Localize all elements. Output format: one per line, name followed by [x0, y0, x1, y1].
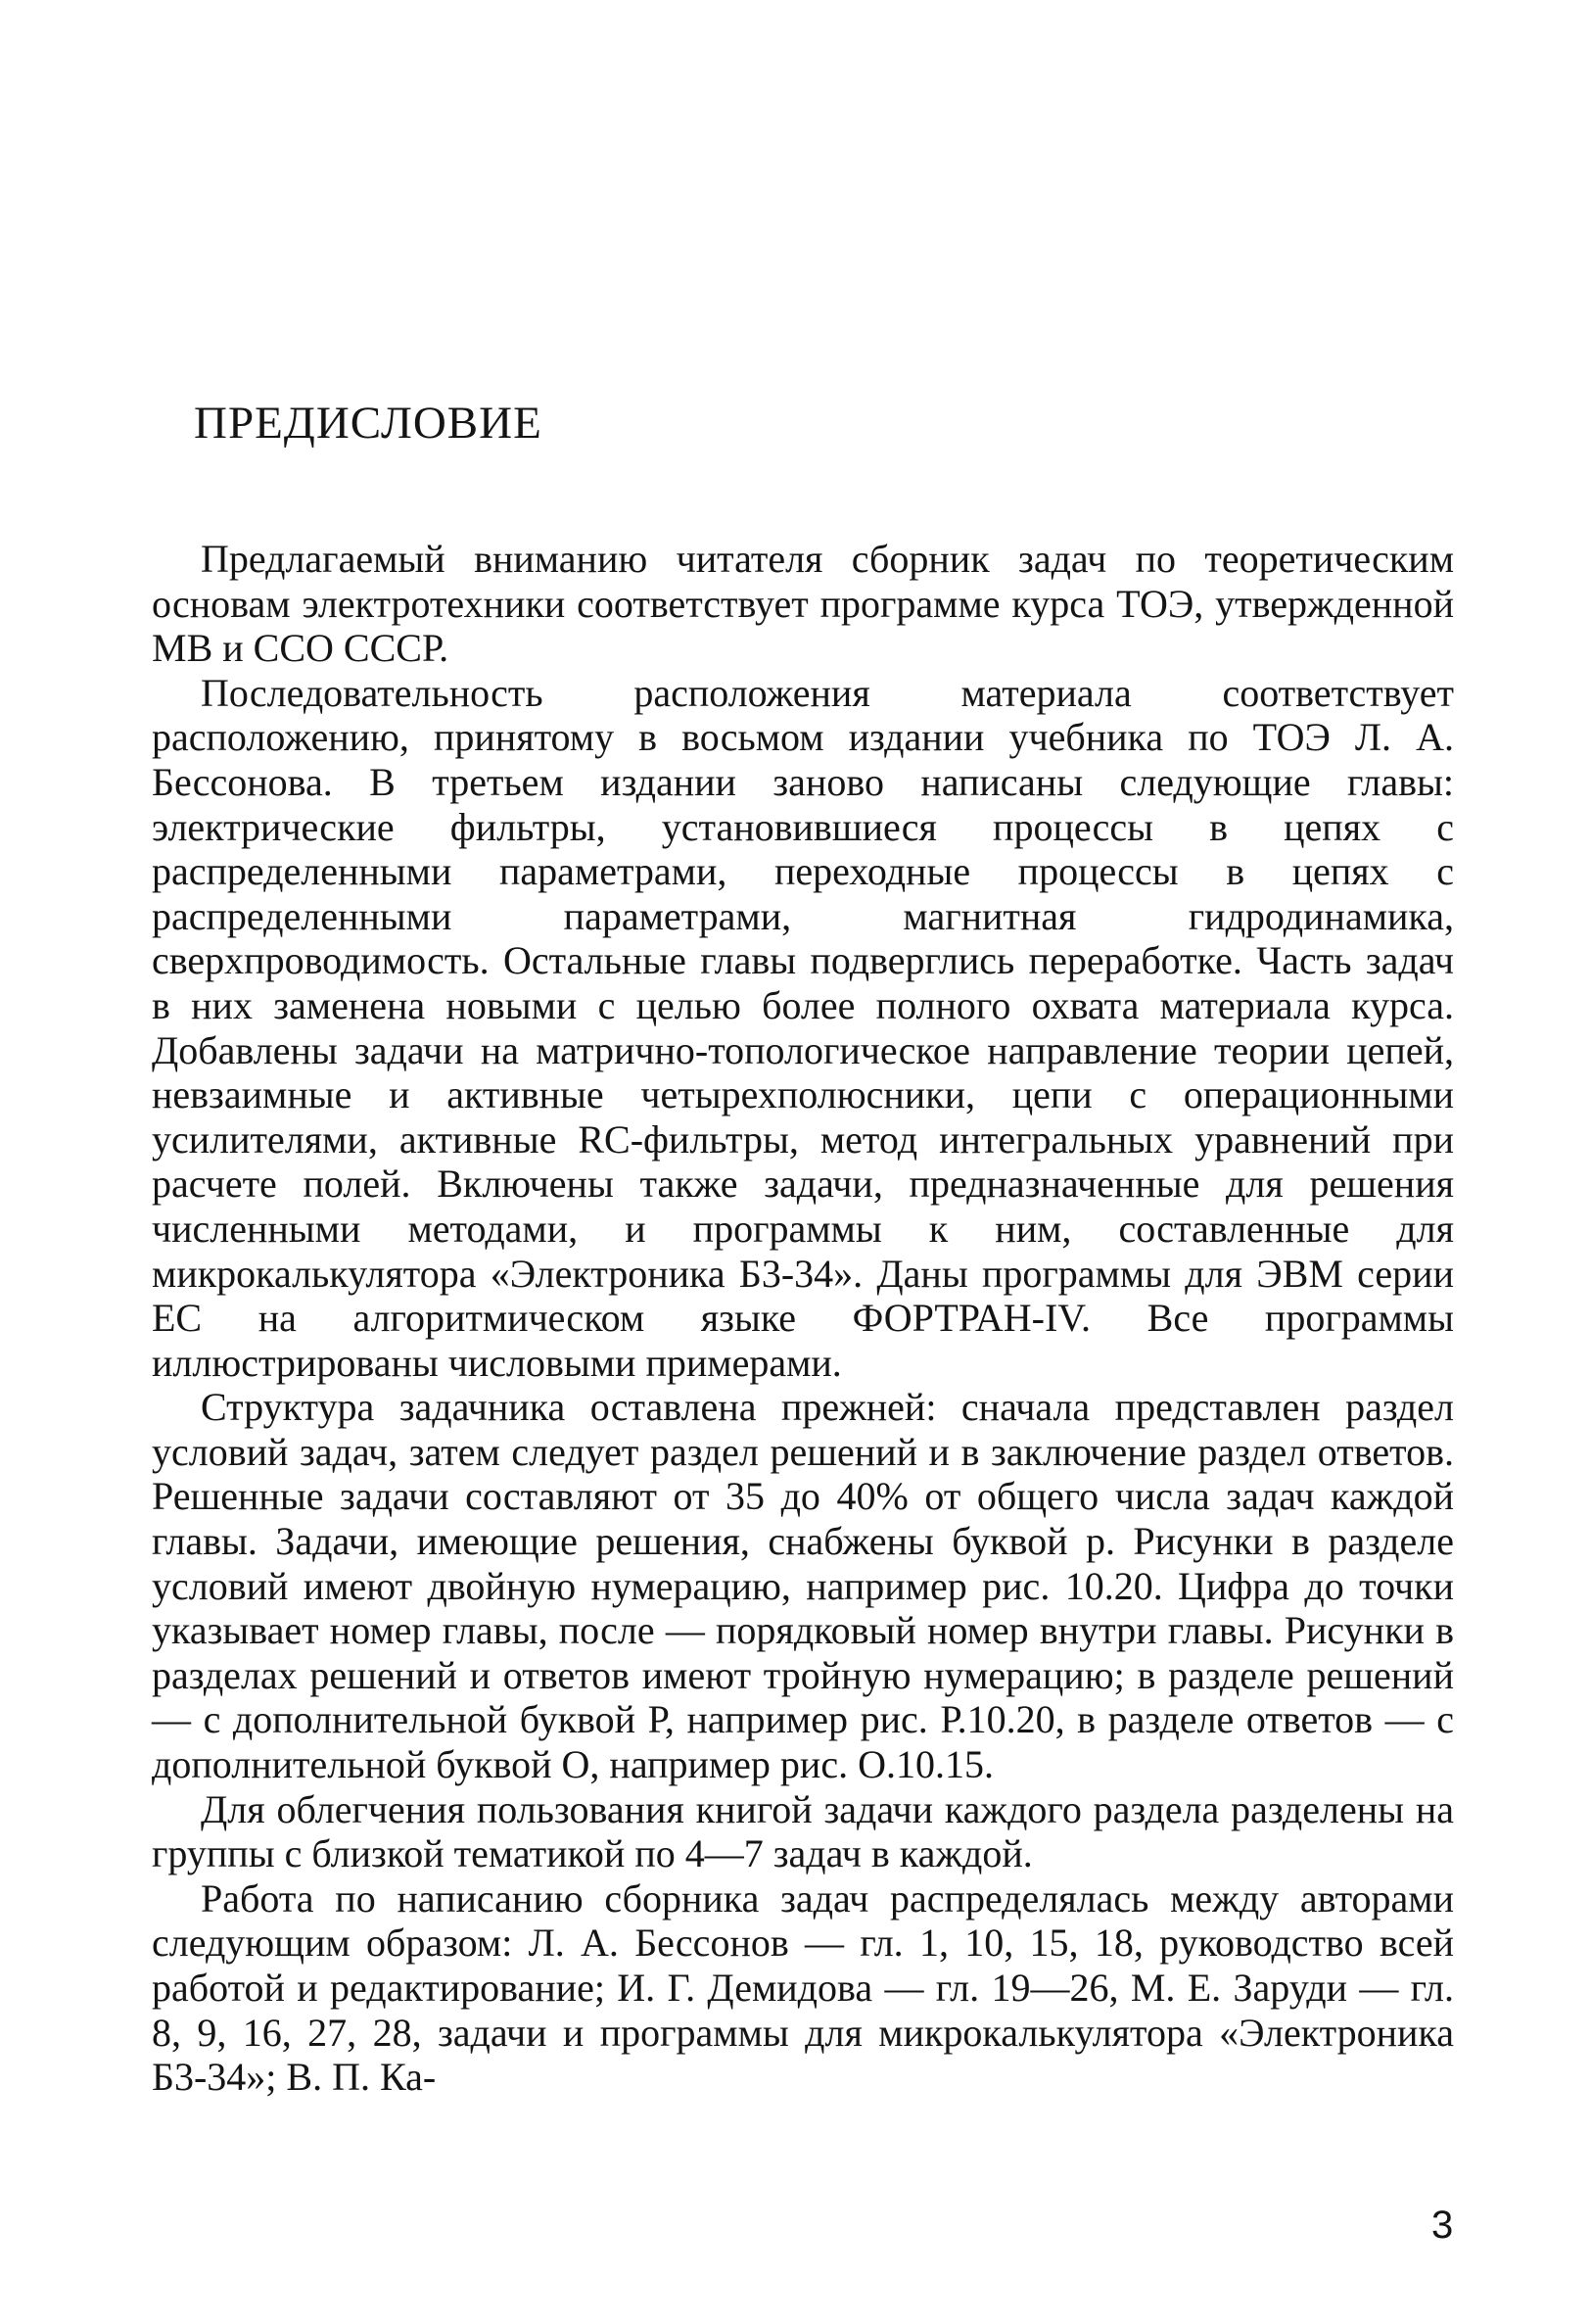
- paragraph-2: Последовательность расположения материала соответствует расположению, принятому в восьмом издании учебника по ТОЭ Л. А. Бессонова. В третьем издании заново написаны следующие главы: электрические фильтры, установившиеся процессы в цепях с распределенными параметрами, переходные процессы в цепях с распределенными параметрами, магнитная гидродинамика, сверхпроводимость. Остальные главы подверглись переработке. Часть задач в них заменена новыми с целью более полного охвата материала курса. Добавлены задачи на матрично-топологическое направление теории цепей, невзаимные и активные четырехполюсники, цепи с операционными усилителями, активные RC-фильтры, метод интегральных уравнений при расчете полей. Включены также задачи, предназначенные для решения численными методами, и программы к ним, составленные для микрокалькулятора «Электроника Б3-34». Даны программы для ЭВМ серии ЕС на алгоритмическом языке ФОРТРАН-IV. Все программы иллюстрированы числовыми примерами.: [152, 670, 1454, 1385]
- page-number: 3: [1431, 2204, 1454, 2247]
- paragraph-3: Структура задачника оставлена прежней: сначала представлен раздел условий задач, затем следует раздел решений и в заключение раздел ответов. Решенные задачи составляют от 35 до 40% от общего числа задач каждой главы. Задачи, имеющие решения, снабжены буквой р. Рисунки в разделе условий имеют двойную нумерацию, например рис. 10.20. Цифра до точки указывает номер главы, после — порядковый номер внутри главы. Рисунки в разделах решений и ответов имеют тройную нумерацию; в разделе решений — с дополнительной буквой Р, например рис. Р.10.20, в разделе ответов — с дополнительной буквой О, например рис. О.10.15.: [152, 1385, 1454, 1787]
- preface-body: [152, 537, 1454, 2100]
- page-title: ПРЕДИСЛОВИЕ: [194, 398, 542, 449]
- paragraph-5: Работа по написанию сборника задач распределялась между авторами следующим образом: Л. А. Бессонов — гл. 1, 10, 15, 18, руководство всей работой и редактирование; И. Г. Демидова — гл. 19—26, М. Е. Заруди — гл. 8, 9, 16, 27, 28, задачи и программы для микрокалькулятора «Электроника Б3-34»; В. П. Ка-: [152, 1875, 1454, 2100]
- paragraph-1: Предлагаемый вниманию читателя сборник задач по теоретическим основам электротехники соответствует программе курса ТОЭ, утвержденной МВ и ССО СССР.: [152, 537, 1454, 671]
- paragraph-4: Для облегчения пользования книгой задачи каждого раздела разделены на группы с близкой тематикой по 4—7 задач в каждой.: [152, 1786, 1454, 1876]
